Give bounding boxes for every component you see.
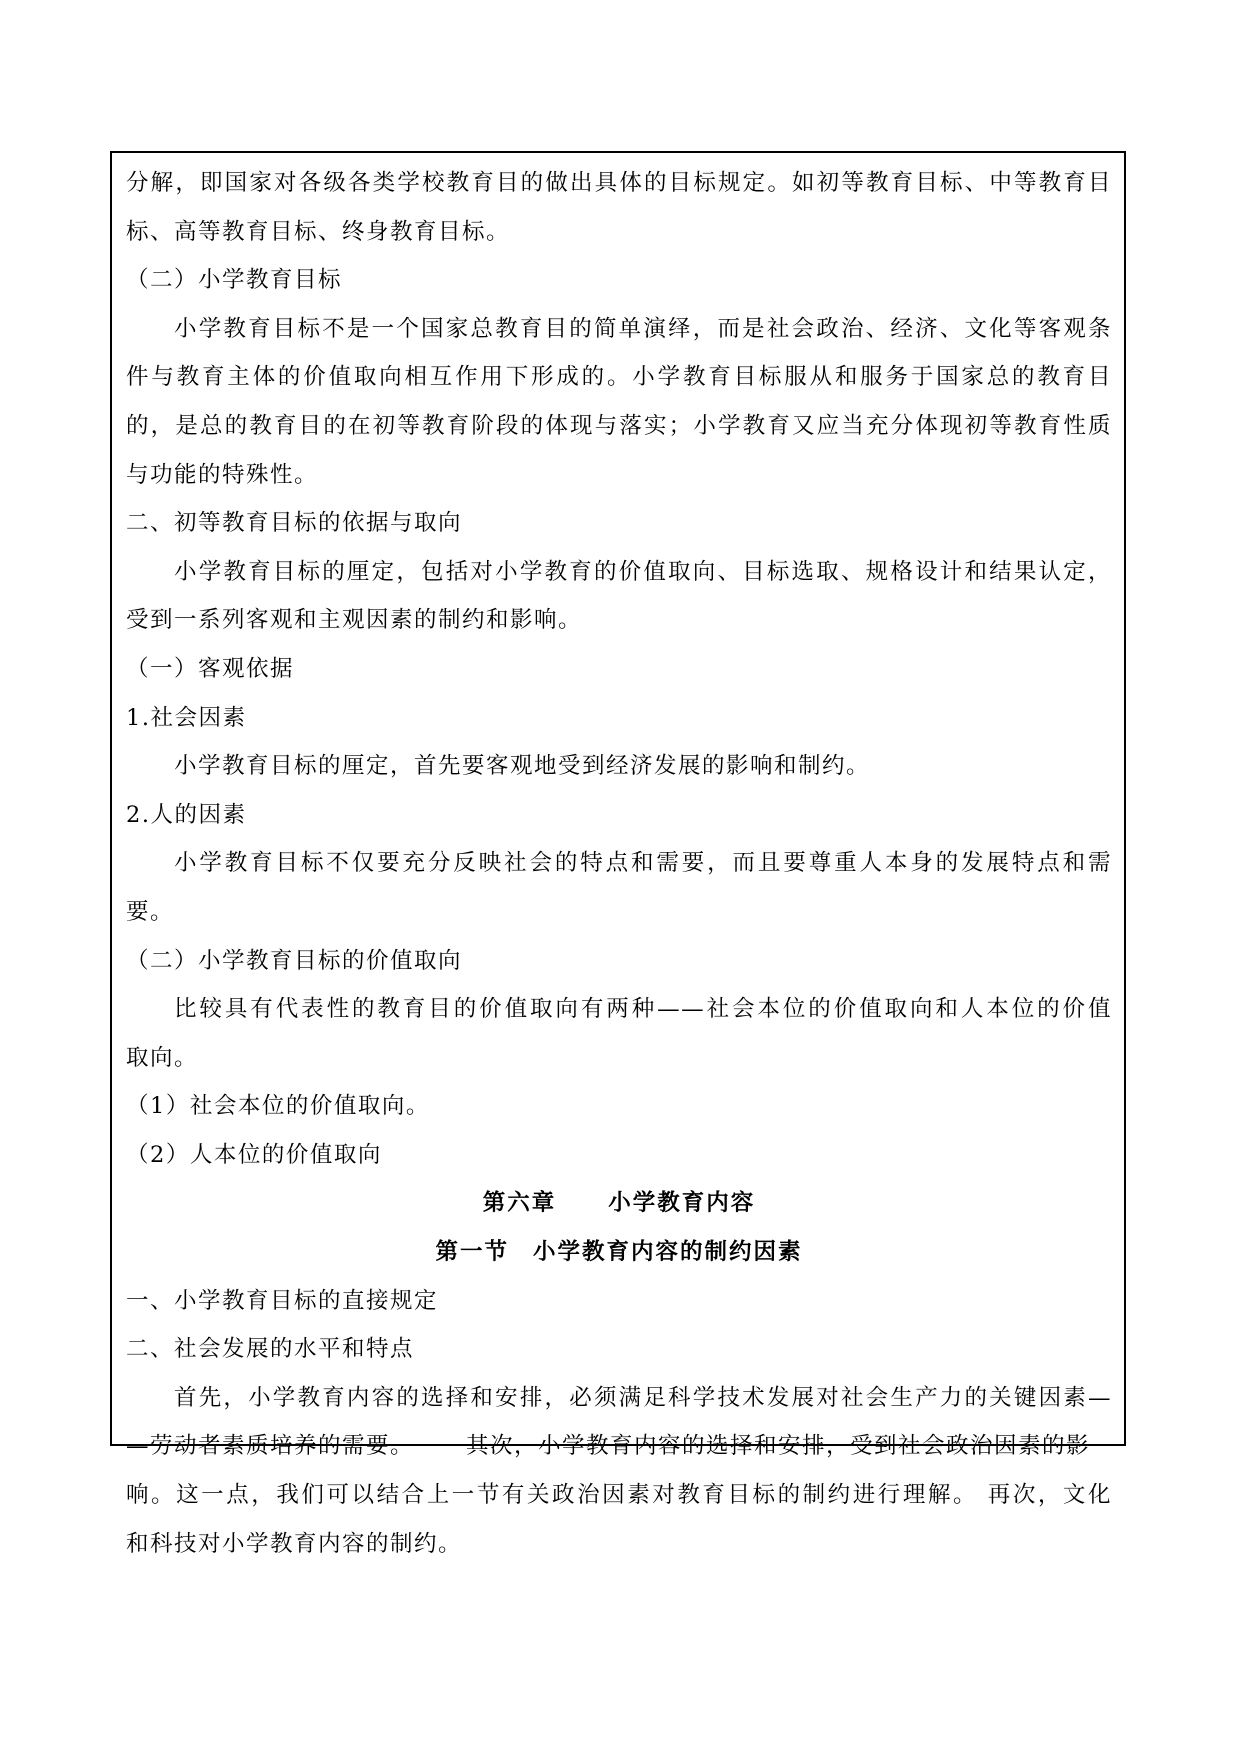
paragraph-line: 与功能的特殊性。 xyxy=(126,461,319,488)
paragraph-line: 要。 xyxy=(126,898,175,925)
paragraph-line: 小学教育目标的厘定，包括对小学教育的价值取向、目标选取、规格设计和结果认定， xyxy=(174,558,1112,585)
section-number: 第一节 xyxy=(435,1239,509,1266)
section-name: 小学教育内容的制约因素 xyxy=(533,1239,803,1266)
paragraph-line: 小学教育目标不是一个国家总教育目的简单演绎，而是社会政治、经济、文化等客观条 xyxy=(174,315,1112,342)
paragraph-line: 响。这一点，我们可以结合上一节有关政治因素对教育目标的制约进行理解。 再次，文化 xyxy=(126,1482,1112,1509)
paragraph-line: 取向。 xyxy=(126,1044,199,1071)
paragraph-fragment: —劳动者素质培养的需要。 xyxy=(126,1433,415,1460)
paragraph-line: 比较具有代表性的教育目的价值取向有两种——社会本位的价值取向和人本位的价值 xyxy=(174,996,1112,1023)
section-heading: 二、初等教育目标的依据与取向 xyxy=(126,510,463,537)
chapter-title xyxy=(126,1179,1112,1228)
subheading: （二）小学教育目标 xyxy=(126,267,343,294)
paragraph-line: 小学教育目标不仅要充分反映社会的特点和需要，而且要尊重人本身的发展特点和需 xyxy=(174,850,1112,877)
paragraph-line: 分解，即国家对各级各类学校教育目的做出具体的目标规定。如初等教育目标、中等教育目 xyxy=(126,170,1112,196)
paragraph-line xyxy=(126,1422,1112,1471)
paragraph-line: 小学教育目标的厘定，首先要客观地受到经济发展的影响和制约。 xyxy=(174,753,871,780)
paragraph-line: 首先，小学教育内容的选择和安排，必须满足科学技术发展对社会生产力的关键因素— xyxy=(174,1384,1112,1411)
document-body xyxy=(126,159,1112,1568)
paragraph-line: 和科技对小学教育内容的制约。 xyxy=(126,1530,463,1557)
paragraph-fragment: 其次，小学教育内容的选择和安排，受到社会政治因素的影 xyxy=(466,1433,1091,1460)
list-item: （2）人本位的价值取向 xyxy=(126,1141,382,1168)
section-heading: 二、社会发展的水平和特点 xyxy=(126,1336,415,1363)
paragraph-line: 的，是总的教育目的在初等教育阶段的体现与落实；小学教育又应当充分体现初等教育性质 xyxy=(126,412,1112,439)
paragraph-line: 受到一系列客观和主观因素的制约和影响。 xyxy=(126,607,583,634)
item-heading: 1.社会因素 xyxy=(126,704,247,731)
list-item: （1）社会本位的价值取向。 xyxy=(126,1093,430,1120)
chapter-number: 第六章 xyxy=(482,1190,557,1217)
item-heading: 2.人的因素 xyxy=(126,801,247,828)
section-heading: 一、小学教育目标的直接规定 xyxy=(126,1287,439,1314)
section-title xyxy=(126,1228,1112,1277)
subheading: （二）小学教育目标的价值取向 xyxy=(126,947,463,974)
subheading: （一）客观依据 xyxy=(126,655,295,682)
paragraph-line: 件与教育主体的价值取向相互作用下形成的。小学教育目标服从和服务于国家总的教育目 xyxy=(126,364,1112,391)
document-frame xyxy=(110,151,1126,1557)
chapter-name: 小学教育内容 xyxy=(608,1190,756,1217)
paragraph-line: 标、高等教育目标、终身教育目标。 xyxy=(126,218,511,245)
